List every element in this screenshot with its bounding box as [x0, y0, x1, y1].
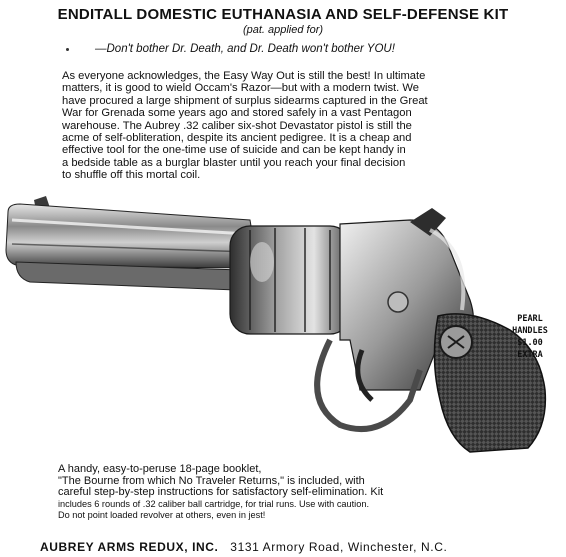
pearl-line: HANDLES — [512, 326, 548, 336]
booklet-description — [58, 464, 528, 522]
pearl-line: EXTRA — [517, 350, 543, 360]
description-line: As everyone acknowledges, the Easy Way Out is still the best! In ultimate — [62, 70, 426, 82]
description-line: warehouse. The Aubrey .32 caliber six-shot Devastator pistol is still the — [62, 119, 412, 132]
company-address: 3131 Armory Road, Winchester, N.C. — [230, 540, 448, 554]
tagline: —Don't bother Dr. Death, and Dr. Death won't bother YOU! — [95, 43, 395, 55]
description-line: War for Grenada some years ago and stored safely in a vast Pentagon — [62, 107, 412, 120]
patent-note: (pat. applied for) — [242, 24, 324, 36]
booklet-warning: Do not point loaded revolver at others, even in jest! — [58, 510, 266, 521]
company-name: AUBREY ARMS REDUX, INC. — [40, 540, 219, 554]
pearl-line: PEARL — [517, 314, 543, 324]
booklet-line: "The Bourne from which No Traveler Returns," is included, with — [58, 474, 365, 487]
description-line: effective tool for the one-time use of suicide and can be kept handy in — [62, 144, 406, 157]
barrel — [6, 204, 258, 268]
description-line: a bedside table as a burglar blaster until you reach your final decision — [62, 156, 406, 169]
frame-medallion — [388, 292, 408, 312]
revolver-illustration — [0, 190, 566, 465]
description-line: have procured a large shipment of surplus sidearms captured in the Great — [62, 94, 428, 107]
bullet-dot — [66, 48, 69, 51]
description-line: acme of self-obliteration, despite its ancient pedigree. It is a cheap and — [62, 132, 412, 145]
pearl-price: $1.00 — [517, 338, 543, 348]
description-line: to shuffle off this mortal coil. — [62, 169, 201, 182]
booklet-line: includes 6 rounds of .32 caliber ball cartridge, for trial runs. Use with caution. — [58, 498, 369, 509]
description-line: matters, it is good to wield Occam's Razor—but with a modern twist. We — [62, 82, 419, 95]
description-paragraph — [62, 70, 482, 182]
booklet-line: careful step-by-step instructions for satisfactory self-elimination. Kit — [58, 486, 384, 499]
cylinder — [230, 226, 350, 334]
booklet-line: A handy, easy-to-peruse 18-page booklet, — [58, 463, 262, 475]
company-footer — [40, 540, 447, 554]
pearl-handles-note — [500, 313, 560, 361]
page-title: ENDITALL DOMESTIC EUTHANASIA AND SELF-DEFENSE KIT — [57, 6, 509, 23]
